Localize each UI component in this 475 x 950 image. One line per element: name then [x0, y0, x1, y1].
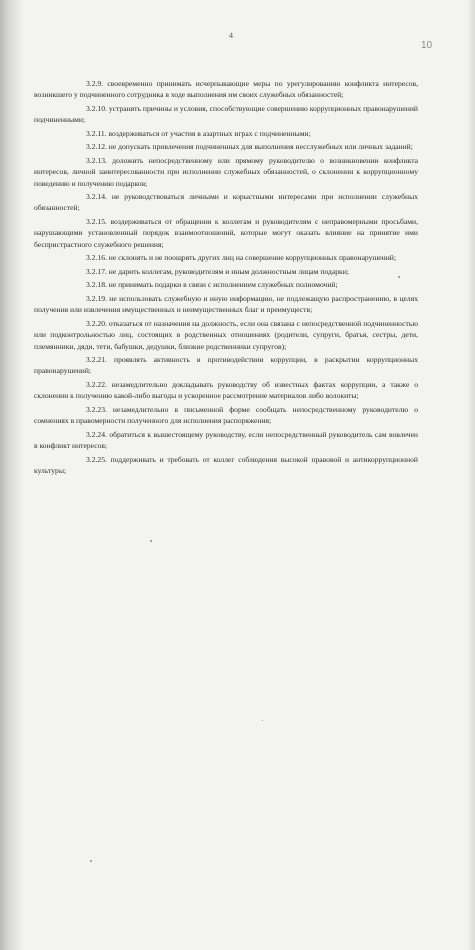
clause-3-2-23: 3.2.23. незамедлительно в письменной форме сообщать непосредственному руководителю о сомнениях в правомерности полученного для исполнения распоряжения; — [34, 404, 418, 426]
clause-3-2-21: 3.2.21. проявлять активность в противодействии коррупции, в раскрытии коррупционных правонарушений; — [34, 355, 418, 376]
page-number: 4 — [229, 31, 233, 40]
clause-3-2-18: 3.2.18. не принимать подарки в связи с исполнением служебных полномочий; — [86, 280, 338, 290]
clause-3-2-11: 3.2.11. воздерживаться от участия в азартных играх с подчиненными; — [86, 128, 311, 138]
scan-speck — [90, 860, 92, 862]
clause-3-2-12: 3.2.12. не допускать привлечения подчиненных для выполнения несслужебных или личных заданий; — [86, 142, 413, 152]
clause-3-2-9: 3.2.9. своевременно принимать исчерпывающие меры по урегулированию конфликта интересов, возникшего у подчиненного сотрудника в ходе выполнения им своих служебных обязанностей; — [34, 79, 418, 100]
scan-edge-shadow — [0, 0, 24, 950]
clause-3-2-10: 3.2.10. устранять причины и условия, способствующие совершению коррупционных правонарушений подчиненными; — [34, 103, 418, 125]
clause-3-2-14: 3.2.14. не руководствоваться личными и корыстными интересами при исполнении служебных обязанностей; — [34, 192, 418, 213]
scan-edge-shadow-right — [467, 0, 475, 950]
clause-3-2-24: 3.2.24. обратиться к вышестоящему руководству, если непосредственный руководитель сам вовлечен в конфликт интересов; — [34, 429, 418, 451]
sheet-number: 10 — [421, 40, 433, 51]
clause-3-2-20: 3.2.20. отказаться от назначения на должность, если она связана с непосредственной подчиненностью или подконтрольностью лиц, состоящих в родственных отношениях (родители, супруги, братья, сестры, дети, племянники, дяди, тети, бабушки, дедушки, близкие родственники супругов); — [34, 318, 418, 351]
clause-3-2-13: 3.2.13. доложить непосредственному или прямому руководителю о возникновении конфликта интересов, личной заинтересованности при исполнении служебных обязанностей, о склонении к коррупционному поведению и получению подарков; — [34, 155, 418, 188]
scan-speck — [262, 720, 263, 721]
scan-speck — [150, 540, 152, 542]
clause-3-2-19: 3.2.19. не использовать служебную и иную информацию, не подлежащую распространению, в целях получения или извлечения имущественных и неимущественных благ и преимуществ; — [34, 294, 418, 315]
clause-3-2-25: 3.2.25. поддерживать и требовать от коллег соблюдения высокой правовой и антикоррупционной культуры; — [34, 454, 418, 475]
clause-3-2-16: 3.2.16. не склонять и не поощрять других лиц на совершение коррупционных правонарушений; — [86, 253, 396, 263]
document-body — [34, 78, 418, 479]
clause-3-2-17: 3.2.17. не дарить коллегам, руководителям и иным должностным лицам подарки; — [86, 266, 349, 276]
clause-3-2-15: 3.2.15. воздерживаться от обращения к коллегам и руководителям с неправомерными просьбами, нарушающими установленный порядок взаимоотношений, которые могут оказать влияние на принятие ими беспристрастного служебного решения; — [34, 217, 418, 249]
clause-3-2-22: 3.2.22. незамедлительно докладывать руководству об известных фактах коррупции, а также о склонении к получению какой-либо выгоды и ускоренное рассмотрение материалов либо волокиты; — [34, 379, 418, 401]
scan-speck — [398, 276, 400, 278]
